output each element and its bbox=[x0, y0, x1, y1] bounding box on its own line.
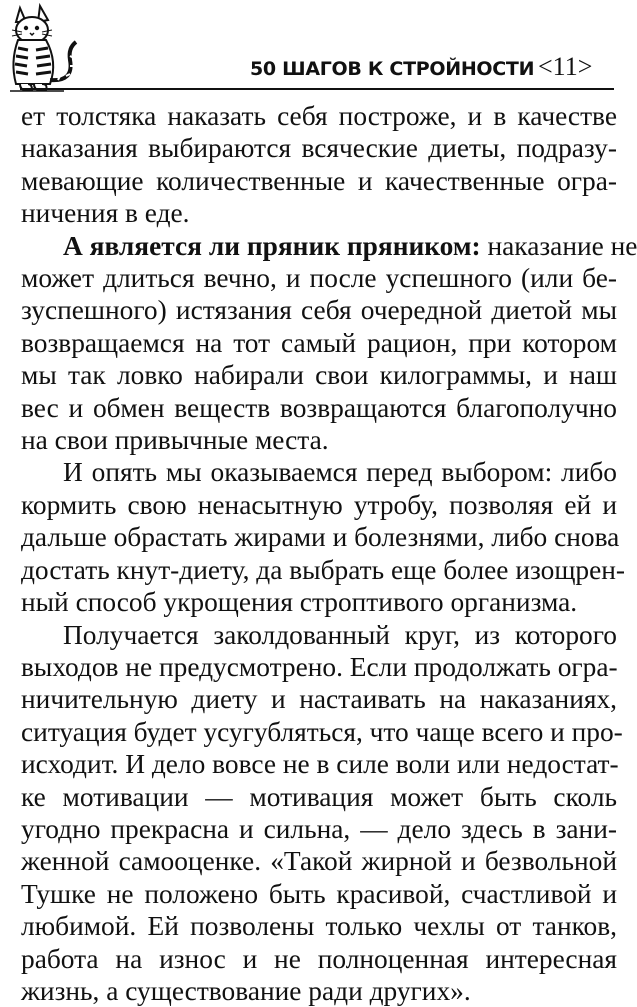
body-text bbox=[21, 100, 617, 1007]
header-rule bbox=[20, 88, 614, 90]
text-line: исходит. И дело вовсе не в силе воли или недостат- bbox=[21, 748, 617, 780]
text-line bbox=[21, 230, 617, 262]
text-line: наказания выбираются всяческие диеты, подразу- bbox=[21, 132, 617, 164]
paragraph-1 bbox=[21, 100, 617, 230]
paragraph-2 bbox=[21, 230, 617, 457]
page-header bbox=[0, 0, 620, 96]
text-line: работа на износ и не полноценная интересная bbox=[21, 943, 617, 975]
text-line: может длиться вечно, и после успешного (или бе- bbox=[21, 262, 617, 294]
text-line: Получается заколдованный круг, из которого bbox=[21, 619, 617, 651]
text-line: Тушке не положено быть красивой, счастливой и bbox=[21, 878, 617, 910]
text-line: ет толстяка наказать себя построже, и в качестве bbox=[21, 100, 617, 132]
text-line: на свои привычные места. bbox=[21, 424, 617, 456]
text-fragment: наказание не bbox=[481, 231, 637, 261]
text-line: мы так ловко набирали свои килограммы, и наш bbox=[21, 359, 617, 391]
text-line: И опять мы оказываемся перед выбором: либо bbox=[21, 456, 617, 488]
text-line: кормить свою ненасытную утробу, позволяя ей и bbox=[21, 489, 617, 521]
paragraph-3 bbox=[21, 456, 617, 618]
text-line: вес и обмен веществ возвращаются благополучно bbox=[21, 392, 617, 424]
text-line: мевающие количественные и качественные огра- bbox=[21, 165, 617, 197]
text-line: угодно прекрасна и сильна, — дело здесь в зани- bbox=[21, 813, 617, 845]
text-line: ке мотивации — мотивация может быть сколь bbox=[21, 781, 617, 813]
text-line: ситуация будет усугубляться, что чаще всего и про- bbox=[21, 716, 617, 748]
text-line: жизнь, а существование ради других». bbox=[21, 975, 617, 1007]
text-line: ничения в еде. bbox=[21, 197, 617, 229]
striped-cat-icon bbox=[4, 0, 90, 92]
text-line: дальше обрастать жирами и болезнями, либо снова bbox=[21, 521, 617, 553]
running-title: 50 ШАГОВ К СТРОЙНОСТИ bbox=[250, 58, 534, 80]
text-line: любимой. Ей позволены только чехлы от танков, bbox=[21, 910, 617, 942]
text-line: ничительную диету и настаивать на наказаниях, bbox=[21, 683, 617, 715]
bold-lead: А является ли пряник пряником: bbox=[63, 231, 481, 261]
text-line: зуспешного) истязания себя очередной диетой мы bbox=[21, 294, 617, 326]
text-line: женной самооценке. «Такой жирной и безвольной bbox=[21, 845, 617, 877]
text-line: достать кнут-диету, да выбрать еще более изощрен- bbox=[21, 554, 617, 586]
page-number: <11> bbox=[538, 52, 592, 82]
paragraph-4 bbox=[21, 619, 617, 1007]
text-line: выходов не предусмотрено. Если продолжать огра- bbox=[21, 651, 617, 683]
text-line: ный способ укрощения строптивого организма. bbox=[21, 586, 617, 618]
text-line: возвращаемся на тот самый рацион, при котором bbox=[21, 327, 617, 359]
